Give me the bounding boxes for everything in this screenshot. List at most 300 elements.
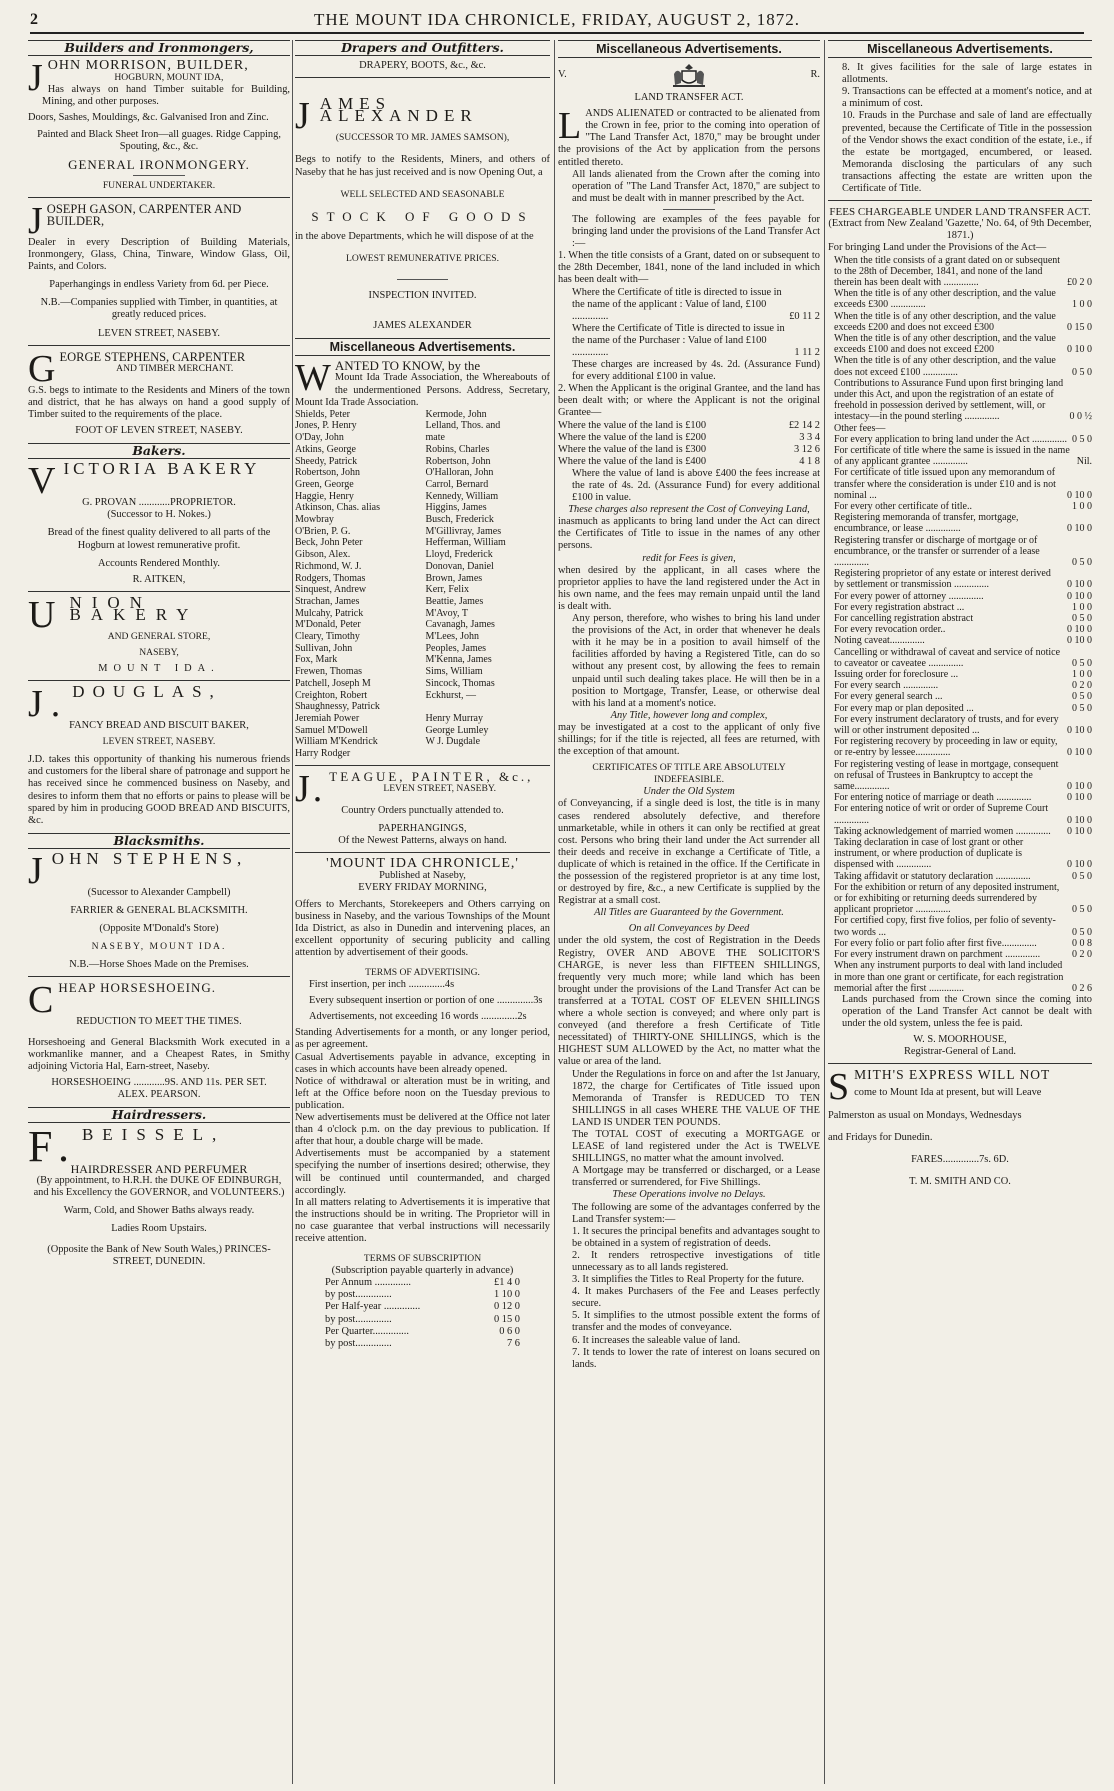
gason-paper: Paperhangings in endless Variety from 6d. per Piece. [49, 279, 269, 291]
smith-fares: FARES..............7s. 6D. [911, 1153, 1009, 1165]
pearson-sig: ALEX. PEARSON. [117, 1088, 201, 1100]
fee-row [828, 467, 1092, 501]
fee-value: 0 10 0 [1067, 825, 1092, 837]
alexander-lowest: LOWEST REMUNERATIVE PRICES. [345, 252, 500, 264]
all-lands: All lands alienated from the Crown after the coming into operation of "The Land Transfer Act, 1870," are subject to and must be dealt with in manner prescribed by the Act. [572, 168, 820, 204]
advantage-item: 9. Transactions can be effected at a moment's notice, and at a minimum of cost. [842, 86, 1092, 110]
may-be: may be investigated at a cost to the applicant of only five shillings; for if the title is rejected, all fees are returned, with the exception of that amount. [558, 721, 820, 758]
fee-row [828, 288, 1092, 310]
fee-label: Noting caveat.............. [834, 635, 925, 647]
general-ironmongery: GENERAL IRONMONGERY. [68, 156, 250, 172]
name-entry: Beck, John Peter [295, 537, 363, 549]
name-entry: Kerr, Felix [425, 584, 469, 596]
douglas-address: LEVEN STREET, NASEBY. [102, 736, 216, 748]
fee-label: For every map or plan deposited ... [834, 702, 974, 714]
name-entry: Gibson, Alex. [295, 549, 351, 561]
coat-of-arms-icon [671, 62, 707, 88]
advantages: The following are some of the advantages conferred by the Land Transfer system:— [572, 1201, 820, 1225]
name-entry: Lelland, Thos. and [425, 420, 501, 432]
column-3: Miscellaneous Advertisements. V. R. LAND TRANSFER ACT. LANDS ALIENATED or contracted to be alienated from the Crown in fee, prior to the coming into operation of "The Land Transfer Act, 1870," may be brought under the provisions of the Act by application from the persons entitled thereto. All lands alienated from the Crown after the coming into operation of "The Land Transfer Act, 1870," are subject to and must be dealt with in manner prescribed by the Act. The following are examples of the fees payable for bringing land under the provisions of the Land Transfer Act :— 1. When the title consists of a Grant, dated on or subsequent to the 28th December, 1841, none of the land included in which has been dealt with— Where the Certificate of title is directed to issue in the name of the applicant : Value of land, £100 .............. £0 11 2 Where the Certificate of Title is directed to issue in the name of the Purchaser : Value of land £100 .............. 1 11 2 These charges are increased by 4s. 2d. (Assurance Fund) for every additional £100 in value. 2. When the Applicant is the original Grantee, and the land has been dealt with; or where the Applicant is not the original Grantee— Where the value of the land is £100 £2 14 2 Where the value of the land is £200 3 3 4 Where the value of the land is £300 3 12 6 Where the value of the land is £400 4 1 8 Where the value of land is above £400 the fees increase at the rate of 4s. 2d. (Assurance Fund) for every additional £100 in value. These charges also represent the Cost of Conveying Land, inasmuch as applicants to bring land under the Act can direct the Certificates of Title to issue in the names of any other persons. redit for Fees is given, when desired by the applicant, in all cases where the proprietor applies to have the land registered under the Act in his own name, and the fees may remain unpaid until the land is dealt with. Any person, therefore, who wishes to bring his land under the provisions of the Act, in order that whenever he deals with it he may be in a position to avail himself of the facilities afforded by having a Registered Title, can do so without any present cost, by allowing the fees to remain unpaid until such dealing takes place. He will then be in a position to Mortgage, Transfer, Lease, or otherwise deal with his land at a moment's notice. Any Title, however long and complex, may be investigated at a cost to the applicant of only five shillings; for if the title is rejected, all fees are returned, with the exception of that amount. CERTIFICATES OF TITLE ARE ABSOLUTELY INDEFEASIBLE. Under the Old System of Conveyancing, if a single deed is lost, the title is in many cases rendered absolutely defective, and therefore unmarketable, while in others it can only be rectified at great cost. Persons who bring their land under the Act surrender all their deeds and receive in exchange a Certificate of Title, a duplicate of which is retained in the office. If the Certificate in the possession of the registered proprietor is at any time lost, or destroyed by fire, &c., a new Certificate is supplied by the Registrar at a small cost. All Titles are Guaranteed by the Government. On all Conveyances by Deed under the old system, the cost of Registration in the Deeds Registry, OVER AND ABOVE THE SOLICITOR'S CHARGE, is never less than FIFTEEN SHILLINGS, frequently very much more; while land which has been brought under the provisions of the Land Transfer Act can be transferred at a TOTAL COST OF ELEVEN SHILLINGS where a whole section is conveyed; and where only part is conveyed (and therefore a fresh Certificate of Title necessitated) of THIRTY-ONE SHILLINGS, which is the HIGHEST SUM ALLOWED by the Act, no matter what the value or area of the land. Under the Regulations in force on and after the 1st January, 1872, the charge for Certificates of Title issued upon Memoranda of Transfer is REDUCED TO TEN SHILLINGS in all cases WHERE THE VALUE OF THE LAND IS UNDER TEN POUNDS. The TOTAL COST of executing a MORTGAGE or LEASE of land registered under the Act is TWELVE SHILLINGS, no matter what the amount involved. A Mortgage may be transferred or discharged, or a Lease transferred or surrendered, for Five Shillings. These Operations involve no Delays. The following are some of the advantages conferred by the Land Transfer system:— 1. It secures the principal benefits and advantages sought to be obtained in a system of registration of deeds. 2. It renders retrospective investigations of title unnecessary as to all lands registered. 3. It simplifies the Titles to Real Property for the future. 4. It makes Purchasers of the Fee and Leases perfectly secure. 5. It simplifies to the utmost possible extent the forms of transfer and the modes of conveyance. 6. It increases the saleable value of land. 7. It tends to lower the rate of interest on loans secured on lands. [558, 42, 820, 1370]
gason-address: LEVEN STREET, NASEBY. [98, 327, 220, 339]
fee-value: 0 15 0 [1067, 321, 1092, 333]
chronicle-terms: TERMS OF ADVERTISING. [365, 967, 480, 978]
wanted-text: Mount Ida Trade Association, the Whereabouts of the undermentioned Persons. Address, Secretary, Mount Ida Trade Association. [295, 372, 550, 408]
smith-head: MITH'S EXPRESS WILL NOT [854, 1067, 1051, 1083]
ad-alexander: JAMES ALEXANDER (SUCCESSOR TO MR. JAMES SAMSON), Begs to notify to the Residents, Miners, and others of Naseby that he has just received and is now Opening Out, a WELL SELECTED AND SEASONABLE STOCK OF GOODS in the above Departments, which he will dispose of at the LOWEST REMUNERATIVE PRICES. INSPECTION INVITED. JAMES ALEXANDER [295, 94, 550, 332]
subscription-label: Per Annum .............. [325, 1277, 412, 1289]
advantages-list [558, 1226, 820, 1371]
alexander-text2: in the above Departments, which he will dispose of at the [295, 230, 534, 242]
on-all: On all Conveyances by Deed [628, 923, 750, 935]
name-entry: Richmond, W. J. [295, 560, 362, 572]
name-entry: Brown, James [425, 572, 483, 584]
name-entry: M'Donald, Peter [295, 619, 361, 631]
victoria-text: Bread of the finest quality delivered to all parts of the Hogburn at lowest remunerative profit. [47, 527, 271, 551]
name-entry: Busch, Frederick [425, 514, 494, 526]
gason-name: OSEPH GASON, CARPENTER AND BUILDER, [46, 201, 242, 229]
fee-label: For every general search ... [834, 691, 943, 703]
fee-value: 0 5 0 [1072, 870, 1092, 882]
fee-label: For every application to bring land under the Act .............. [834, 433, 1068, 445]
where2-value: 1 11 2 [794, 346, 820, 358]
fee-row [828, 680, 1092, 691]
alexander-text: Begs to notify to the Residents, Miners, and others of Naseby that he has just received and is now Opening Out, a [295, 154, 550, 178]
name-entry: Haggie, Henry [295, 490, 354, 502]
victoria-nokes: (Successor to H. Nokes.) [107, 509, 211, 521]
name-entry: George Lumley [425, 724, 489, 736]
fee-value: 0 10 0 [1067, 747, 1092, 759]
morrison-name: OHN MORRISON, BUILDER, [47, 58, 249, 74]
fee-row [828, 591, 1092, 602]
name-entry: Kennedy, William [425, 490, 499, 502]
subscription-price: £1 4 0 [494, 1277, 520, 1289]
fee-value: 0 5 0 [1072, 556, 1092, 568]
victoria-provan: G. PROVAN ............PROPRIETOR. [82, 497, 236, 509]
fee-value: 0 0 8 [1072, 937, 1092, 949]
fee-row [828, 501, 1092, 512]
name-entry: Jeremiah Power [295, 712, 360, 724]
fee-row [828, 333, 1092, 355]
name-entry: Atkinson, Chas. alias [295, 502, 380, 514]
column-divider [824, 40, 825, 1784]
fee-value: 0 10 0 [1067, 781, 1092, 793]
name-entry: Mulcahy, Patrick [295, 607, 364, 619]
subscription-row [295, 1277, 550, 1289]
ad-pearson: CHEAP HORSESHOEING. REDUCTION TO MEET THE TIMES. Horseshoeing and General Blacksmith Work executed in a workmanlike manner, and a Cheapest Rates, in Smithy adjoining Victoria Hal, Earn-street, Naseby. HORSESHOEING ............9S. AND 11s. PER SET. ALEX. PEARSON. [28, 979, 290, 1100]
conveyancing: of Conveyancing, if a single deed is lost, the title is in many cases rendered absolutely defective, and therefore unmarketable, while in others it can only be rectified at great cost. Persons who bring their land under the Act surrender all their deeds and receive in exchange a Certificate of Title, a duplicate of which is retained in the office. If the Certificate in the possession of the registered proprietor is at any time lost, or destroyed by fire, &c., a new Certificate is supplied by the Registrar at a small cost. [558, 798, 820, 907]
fee-row [828, 602, 1092, 613]
drapery-line: DRAPERY, BOOTS, &c., &c. [359, 60, 486, 72]
section-bakers: Bakers. [28, 443, 290, 459]
jstephens-farrier: FARRIER & GENERAL BLACKSMITH. [70, 905, 248, 917]
fee-label: For every registration abstract ... [834, 601, 965, 613]
alexander-well: WELL SELECTED AND SEASONABLE [340, 188, 505, 200]
examples: The following are examples of the fees payable for bringing land under the provisions of the Land Transfer Act :— [572, 213, 820, 250]
name-entry: Robertson, John [295, 467, 360, 479]
fee-label: For certified copy, first five folios, per folio of seventy-two words ... [834, 915, 1056, 938]
fee-row [828, 736, 1092, 758]
value-row [558, 432, 820, 444]
fee-value: 1 0 0 [1072, 299, 1092, 311]
fee-value: 0 10 0 [1067, 489, 1092, 501]
section-blacksmiths: Blacksmiths. [28, 833, 290, 849]
under-old-2: under the old system, the cost of Registration in the Deeds Registry, OVER AND ABOVE THE SOLICITOR'S CHARGE, is never less than FIFTEEN SHILLINGS, frequently very much more; while land which has been brought under the provisions of the Land Transfer Act can be transferred at a TOTAL COST OF ELEVEN SHILLINGS where a whole section is conveyed; and where only part is conveyed (and therefore a fresh Certificate of Title necessitated) of THIRTY-ONE SHILLINGS, which is the HIGHEST SUM ALLOWED by the Act, no matter what the value or area of the land. [558, 935, 820, 1068]
fees-head: FEES CHARGEABLE UNDER LAND TRANSFER ACT. [829, 206, 1091, 219]
fee-row [828, 355, 1092, 377]
victoria-accounts: Accounts Rendered Monthly. [98, 557, 220, 569]
fee-value: 1 0 0 [1072, 669, 1092, 681]
fee-value: 0 5 0 [1072, 691, 1092, 703]
increased: These charges are increased by 4s. 2d. (Assurance Fund) for every additional £100 in value. [572, 359, 820, 383]
section-misc: Miscellaneous Advertisements. [558, 40, 820, 58]
inasmuch: inasmuch as applicants to bring land under the Act can direct the Certificates of Title to issue in the names of any other persons. [558, 516, 820, 552]
alexander-stock: STOCK OF GOODS [311, 208, 534, 224]
fee-label: For certificate of title where the same is issued in the name of any applicant grantee .............. [834, 444, 1070, 468]
chronicle-title: 'MOUNT IDA CHRONICLE,' [326, 856, 519, 872]
fee-value: 0 10 0 [1067, 814, 1092, 826]
fee-label: Registering memoranda of transfer, mortgage, encumbrance, or lease .............. [834, 512, 1019, 535]
fee-row [828, 635, 1092, 646]
ad-jstephens: JOHN STEPHENS, (Sucessor to Alexander Campbell) FARRIER & GENERAL BLACKSMITH. (Opposite M'Donald's Store) NASEBY, MOUNT IDA. N.B.—Horse Shoes Made on the Premises. [28, 853, 290, 971]
value-label: Where the value of the land is £200 [558, 431, 707, 443]
fee-value: 1 0 0 [1072, 601, 1092, 613]
lta-title: LAND TRANSFER ACT. [634, 92, 744, 104]
union-mount: MOUNT IDA. [98, 663, 220, 674]
wanted-names [295, 409, 550, 760]
chronicle-new: New advertisements must be delivered at the Office not later than 4 o'clock p.m. on the day previous to publication. If after that hour, a double charge will be made. [295, 1112, 550, 1148]
fee-row [828, 255, 1092, 289]
name-entry: M'Avoy, T [425, 607, 468, 619]
smith-text1: come to Mount Ida at present, but will Leave [854, 1087, 1042, 1099]
ad-morrison: JOHN MORRISON, BUILDER, HOGBURN, MOUNT IDA, Has always on hand Timber suitable for Building, Mining, and other purposes. Doors, Sashes, Mouldings, &c. Galvanised Iron and Zinc. Painted and Black Sheet Iron—all guages. Ridge Capping, Spouting, &c., &c. GENERAL IRONMONGERY. FUNERAL UNDERTAKER. [28, 57, 290, 191]
fees-extract: (Extract from New Zealand 'Gazette,' No. 64, of 9th December, 1871.) [828, 218, 1092, 242]
fee-row [828, 691, 1092, 702]
name-entry [426, 748, 551, 760]
cheap-reduction: REDUCTION TO MEET THE TIMES. [76, 1016, 242, 1028]
stephens-text: G.S. begs to intimate to the Residents and Miners of the town and district, that he has always on hand a good supply of Timber suited to the requirements of the place. [28, 384, 290, 420]
fee-value: £0 2 0 [1067, 276, 1092, 288]
fee-label: When the title is of any other description, and the value exceeds £100 and does not exceed £200 [834, 332, 1056, 356]
ad-stephens: GEORGE STEPHENS, CARPENTER AND TIMBER MERCHANT. G.S. begs to intimate to the Residents and Miners of the town and district, that he has always on hand a good supply of Timber suited to the requirements of the place. FOOT OF LEVEN STREET, NASEBY. [28, 347, 290, 437]
column-divider [292, 40, 293, 1784]
fee-value: 0 10 0 [1067, 635, 1092, 647]
fee-row [828, 434, 1092, 445]
chronicle-first: First insertion, per inch ..............4s [309, 979, 455, 991]
fee-label: Cancelling or withdrawal of caveat and service of notice to caveator or caveatee .............. [834, 646, 1061, 669]
chronicle-accompanied: Advertisements must be accompanied by a statement specifying the number of insertions desired; otherwise, they will be continued until countermanded, and charged accordingly. [295, 1148, 550, 1196]
name-entry: Higgins, James [425, 502, 487, 514]
fee-label: For certificate of title issued upon any memorandum of transfer where the consideration is under £10 and is not nominal ... [834, 467, 1056, 501]
value-fee: 3 3 4 [799, 431, 820, 443]
fee-row [828, 792, 1092, 803]
jstephens-horseshoes: N.B.—Horse Shoes Made on the Premises. [69, 959, 249, 971]
gason-nb: N.B.—Companies supplied with Timber, in quantities, at greatly reduced prices. [40, 297, 278, 321]
morrison-doors: Doors, Sashes, Mouldings, &c. Galvanised Iron and Zinc. [28, 112, 269, 124]
column-4 [828, 40, 1092, 1784]
fee-row [828, 703, 1092, 714]
beissel-address: (Opposite the Bank of New South Wales,) PRINCES-STREET, DUNEDIN. [47, 1243, 271, 1267]
chronicle-standing: Standing Advertisements for a month, or any longer period, as per agreement. [295, 1027, 550, 1051]
name-entry [426, 701, 551, 713]
value-label: Where the value of the land is £100 [558, 419, 707, 431]
fee-label: Issuing order for foreclosure ... [834, 669, 959, 681]
fee-value: 0 0 ½ [1069, 411, 1092, 423]
name-entry: M'Gillivray, James [425, 525, 502, 537]
total-cost: The TOTAL COST of executing a MORTGAGE or LEASE of land registered under the Act is TWELVE SHILLINGS, no matter what the amount involved. [572, 1128, 820, 1165]
fee-label: For registering recovery by proceeding in law or equity, or re-entry by lessee.............. [834, 736, 1058, 759]
crest-v: V. [558, 69, 567, 81]
chronicle-casual: Casual Advertisements payable in advance, excepting in cases in which accounts have been already opened. [295, 1051, 550, 1075]
represent: These charges also represent the Cost of Conveying Land, [568, 504, 810, 516]
subscription-label: Per Half-year .............. [325, 1301, 421, 1313]
name-entry: O'Halloran, John [425, 467, 494, 479]
section-hairdressers: Hairdressers. [28, 1107, 290, 1123]
teague-name: TEAGUE, PAINTER, &c., [329, 768, 534, 784]
morrison-address: HOGBURN, MOUNT IDA, [114, 72, 224, 84]
fee-label: When the title is of any other description, and the value exceeds £300 .............. [834, 288, 1056, 311]
name-entry: Creighton, Robert [295, 689, 368, 701]
smith-text2: Palmerston as usual on Mondays, Wednesdays [828, 1109, 1022, 1121]
name-entry: Patchell, Joseph M [295, 677, 371, 689]
masthead [30, 8, 1084, 34]
when1: 1. When the title consists of a Grant, dated on or subsequent to the 28th December, 1841, none of the land included in which has been dealt with— [558, 250, 820, 286]
ad-wanted: WANTED TO KNOW, by the Mount Ida Trade Association, the Whereabouts of the undermentioned Persons. Address, Secretary, Mount Ida Trade Association. Shields, Peter Kermode, John Jones, P. Henry Lelland, Thos. and O'Day, John mate Atkins, George Robins, Charles Sheedy, Patrick Robertson, John Robertson, John O'Halloran, John Green, George Carrol, Bernard Haggie, Henry Kennedy, William Atkinson, Chas. alias Higgins, James Mowbray Busch, Frederick O'Brien, P. G. M'Gillivray, James Beck, John Peter Hefferman, William Gibson, Alex. Lloyd, Frederick Richmond, W. J. Donovan, Daniel Rodgers, Thomas Brown, James Sinquest, Andrew Kerr, Felix Strachan, James Beattie, James Mulcahy, Patrick M'Avoy, T M'Donald, Peter Cavanagh, James Cleary, Timothy M'Lees, John Sullivan, John Peoples, James Fox, Mark M'Kenna, James Frewen, Thomas Sims, William Patchell, Joseph M Sincock, Thomas Creighton, Robert Eckhurst, — Shaughnessy, Patrick Jeremiah Power Henry Murray Samuel M'Dowell George Lumley William M'Kendrick W J. Dugdale Harry Rodger [295, 357, 550, 760]
fee-row [828, 512, 1092, 534]
fee-label: For every revocation order.. [834, 624, 946, 636]
under-old: Under the Old System [643, 786, 735, 798]
teague-country: Country Orders punctually attended to. [341, 804, 504, 816]
when-desired: when desired by the applicant, in all cases where the proprietor applies to have the land registered under the Act in his own name, and the fees may remain unpaid until the land is dealt with. [558, 564, 820, 612]
name-entry: mate [425, 432, 445, 444]
page-number: 2 [30, 11, 38, 28]
name-entry: O'Day, John [295, 432, 344, 444]
victoria-name: ICTORIA BAKERY [63, 459, 261, 479]
jstephens-naseby: NASEBY, MOUNT IDA. [91, 941, 227, 953]
fee-label: When the title is of any other description, and the value exceeds £200 and does not exceed £300 [834, 310, 1056, 333]
subscription-label: by post.............. [325, 1313, 392, 1325]
section-drapers: Drapers and Outfitters. [295, 40, 550, 56]
fee-label: For every instrument declaratory of trusts, and for every will or other instrument deposited ... [834, 713, 1059, 737]
chronicle-advnot: Advertisements, not exceeding 16 words ..............2s [309, 1011, 527, 1023]
subscription-price: 7 6 [507, 1337, 520, 1349]
fee-row [828, 714, 1092, 736]
fee-value: 0 5 0 [1072, 366, 1092, 378]
fee-row [828, 311, 1092, 333]
fee-row [828, 423, 1092, 434]
morrison-paint: Painted and Black Sheet Iron—all guages. Ridge Capping, Spouting, &c., &c. [37, 128, 281, 152]
fee-label: For every other certificate of title.. [834, 500, 972, 512]
fee-value: 0 2 6 [1072, 982, 1092, 994]
fee-row [828, 647, 1092, 669]
subscription-price: 0 12 0 [494, 1301, 520, 1313]
chronicle-published: Published at Naseby, [379, 870, 466, 882]
name-entry: Kermode, John [425, 408, 487, 420]
fee-row [828, 568, 1092, 590]
crest-r: R. [810, 69, 820, 81]
newspaper-title: THE MOUNT IDA CHRONICLE, FRIDAY, AUGUST 2, 1872. [313, 10, 801, 29]
stephens-name: EORGE STEPHENS, CARPENTER [59, 349, 246, 364]
fee-label: When the title consists of a grant dated on or subsequent to the 28th of December, 1841, and none of the land therein has been dealt with .............. [834, 254, 1061, 288]
morrison-text: Has always on hand Timber suitable for Building, Mining, and other purposes. [42, 84, 290, 108]
fee-value: 0 5 0 [1072, 657, 1092, 669]
fee-label: For entering notice of marriage or death .............. [834, 792, 1032, 804]
fee-row [828, 837, 1092, 871]
where1-value: £0 11 2 [789, 310, 820, 322]
guaranteed: All Titles are Guaranteed by the Government. [594, 907, 784, 919]
fee-value: Nil. [1076, 456, 1092, 468]
beissel-appt: (By appointment, to H.R.H. the DUKE OF EDINBURGH, and his Excellency the GOVERNOR, and VOLUNTEERS.) [33, 1175, 285, 1199]
name-entry: Sims, William [425, 666, 483, 678]
fee-value: 0 5 0 [1072, 433, 1092, 445]
royal-crest [558, 62, 820, 88]
value-row [558, 420, 820, 432]
chronicle-offers: Offers to Merchants, Storekeepers and Others carrying on business in Naseby, and the various Townships of the Mount Ida District, as also in Dunedin and intervening places, an excellent opportunity of securing publicity and calling attention by advertisement of their goods. [295, 898, 550, 958]
fee-label: Registering transfer or discharge of mortgage or of encumbrance, or the transfer or surrender of a lease .............. [834, 534, 1040, 568]
name-entry: Sinquest, Andrew [295, 584, 367, 596]
value-row [558, 456, 820, 468]
subscription-row [295, 1314, 550, 1326]
fee-label: When the title is of any other description, and the value does not exceed £100 .............. [834, 355, 1056, 378]
subscription-table [295, 1277, 550, 1350]
alexander-name: AMES ALEXANDER [319, 94, 478, 126]
ad-teague: J. TEAGUE, PAINTER, &c., LEVEN STREET, NASEBY. Country Orders punctually attended to. PAPERHANGINGS, Of the Newest Patterns, always on hand. [295, 771, 550, 847]
pearson-price: HORSESHOEING ............9S. AND 11s. PER SET. [51, 1076, 267, 1088]
fee-row [828, 826, 1092, 837]
where2: Where the Certificate of Title is directed to issue in the name of the Purchaser : Value of land £100 .............. [572, 322, 785, 358]
any-person: Any person, therefore, who wishes to bring his land under the provisions of the Act, in order that whenever he deals with it he may be in a position to avail himself of the facilities afforded by having a Registered Title, can do so without any present cost, by allowing the fees to remain unpaid until such dealing takes place. He will then be in a position to Mortgage, Transfer, Lease, or otherwise deal with his land at a moment's notice. [572, 613, 820, 709]
fee-label: Registering proprietor of any estate or interest derived by settlement or transmission .............. [834, 568, 1051, 591]
fee-label: For the exhibition or return of any deposited instrument, or for exhibiting or returning deeds surrendered by applicant proprietor .............. [834, 881, 1060, 916]
teague-address: LEVEN STREET, NASEBY. [383, 782, 496, 794]
subscription-label: by post.............. [325, 1289, 392, 1301]
fee-label: For cancelling registration abstract [834, 613, 974, 624]
fee-label: For registering vesting of lease in mortgage, consequent on refusal of Trustees in Bankruptcy to accept the same.............. [834, 758, 1059, 793]
name-entry: M'Kenna, James [425, 654, 492, 666]
advantage-item: 6. It increases the saleable value of land. [572, 1334, 741, 1346]
ad-victoria: VICTORIA BAKERY G. PROVAN ............PROPRIETOR. (Successor to H. Nokes.) Bread of the finest quality delivered to all parts of the Hogburn at lowest remunerative profit. Accounts Rendered Monthly. R. AITKEN, [28, 463, 290, 586]
name-entry: Cavanagh, James [425, 619, 495, 631]
ad-beissel: F. BEISSEL, HAIRDRESSER AND PERFUMER (By appointment, to H.R.H. the DUKE OF EDINBURGH, and his Excellency the GOVERNOR, and VOLUNTEERS.) Warm, Cold, and Shower Baths always ready. Ladies Room Upstairs. (Opposite the Bank of New South Wales,) PRINCES-STREET, DUNEDIN. [28, 1129, 290, 1268]
value-fee: £2 14 2 [788, 419, 820, 431]
mortgage: A Mortgage may be transferred or discharged, or a Lease transferred or surrendered, for Five Shillings. [572, 1165, 820, 1189]
subscription-price: 1 10 0 [494, 1289, 520, 1301]
fee-value: 0 5 0 [1072, 926, 1092, 938]
fee-value: 0 5 0 [1072, 904, 1092, 916]
chronicle-sub-payable: (Subscription payable quarterly in advance) [331, 1265, 514, 1277]
cheap-head: HEAP HORSESHOEING. [58, 980, 216, 996]
value-fee: 4 1 8 [799, 455, 820, 467]
name-entry: Donovan, Daniel [425, 560, 494, 572]
name-entry: Beattie, James [425, 595, 484, 607]
subscription-label: by post.............. [325, 1337, 392, 1349]
name-entry: Samuel M'Dowell [295, 724, 368, 736]
beissel-ladies: Ladies Room Upstairs. [111, 1223, 207, 1235]
subscription-row [295, 1338, 550, 1350]
fee-row [828, 535, 1092, 569]
fee-label: When any instrument purports to deal with land included in more than one grant or certificate, for each registration memorial after the first .............. [834, 960, 1064, 994]
fee-row [828, 882, 1092, 916]
advantage-item: 5. It simplifies to the utmost possible extent the forms of transfer and the modes of conveyance. [572, 1310, 820, 1334]
fee-label: Contributions to Assurance Fund upon first bringing land under this Act, and upon the registration of an estate of freehold in possession derived by settlement, will, or intestacy—in the pound sterling .............. [834, 377, 1064, 423]
fee-row [828, 960, 1092, 994]
name-entry: Carrol, Bernard [425, 478, 489, 490]
chronicle-every: Every subsequent insertion or portion of one ..............3s [309, 995, 543, 1007]
chronicle-terms-sub: TERMS OF SUBSCRIPTION [363, 1253, 482, 1265]
fee-label: For every instrument drawn on parchment .............. [834, 949, 1041, 961]
column-1 [28, 40, 290, 1784]
credit: redit for Fees is given, [642, 552, 736, 564]
section-misc: Miscellaneous Advertisements. [828, 40, 1092, 58]
fee-row [828, 938, 1092, 949]
name-entry: Green, George [295, 478, 354, 490]
value-label: Where the value of the land is £300 [558, 443, 707, 455]
fee-value: 0 10 0 [1067, 590, 1092, 602]
smith-sig: T. M. SMITH AND CO. [909, 1175, 1011, 1187]
fee-row [828, 445, 1092, 467]
fee-value: 0 10 0 [1067, 579, 1092, 591]
name-entry: Mowbray [295, 514, 334, 526]
fee-value: 0 10 0 [1067, 792, 1092, 804]
alexander-sub: (SUCCESSOR TO MR. JAMES SAMSON), [335, 132, 510, 144]
funeral-undertaker: FUNERAL UNDERTAKER. [102, 179, 216, 191]
chronicle-friday: EVERY FRIDAY MORNING, [358, 882, 487, 894]
wanted-head: ANTED TO KNOW, by the [334, 358, 481, 374]
fee-row [828, 915, 1092, 937]
stephens-sub: AND TIMBER MERCHANT. [116, 362, 234, 374]
column-divider [554, 40, 555, 1784]
advantage-item: 4. It makes Purchasers of the Fee and Leases perfectly secure. [572, 1286, 820, 1310]
moorhouse: W. S. MOORHOUSE, [913, 1034, 1007, 1046]
chronicle-notice: Notice of withdrawal or alteration must be in writing, and left at the Office before noon on the Tuesday previous to publication. [295, 1075, 550, 1111]
advantage-item: 7. It tends to lower the rate of interest on loans secured on lands. [572, 1346, 820, 1370]
fee-value: 0 10 0 [1067, 344, 1092, 356]
name-entry: Shields, Peter [295, 408, 350, 420]
fee-value: 0 5 0 [1072, 613, 1092, 624]
advantages-continued [828, 62, 1092, 195]
fee-row [828, 871, 1092, 882]
fee-value: 0 10 0 [1067, 624, 1092, 636]
subscription-label: Per Quarter.............. [325, 1325, 409, 1337]
beissel-baths: Warm, Cold, and Shower Baths always ready. [63, 1205, 255, 1217]
name-entry: Strachan, James [295, 595, 360, 607]
name-entry: Jones, P. Henry [295, 420, 357, 432]
name-entry: Henry Murray [425, 712, 483, 724]
jstephens-opposite: (Opposite M'Donald's Store) [99, 923, 219, 935]
name-entry: Sheedy, Patrick [295, 455, 358, 467]
fee-label: Other fees— [834, 422, 886, 434]
fee-row [828, 669, 1092, 680]
when2: 2. When the Applicant is the original Grantee, and the land has been dealt with; or where the Applicant is not the original Grantee— [558, 383, 820, 419]
fee-value: 0 10 0 [1067, 725, 1092, 737]
gason-text: Dealer in every Description of Building Materials, Ironmongery, Glass, China, Tinware, Window Glass, Oil, Paints, and Colors. [28, 236, 290, 273]
name-entry: O'Brien, P. G. [295, 525, 351, 537]
no-delays: These Operations involve no Delays. [612, 1189, 766, 1201]
douglas-text: J.D. takes this opportunity of thanking his numerous friends and customers for the liberal share of patronage and support he has received since he commenced business on Naseby, and desires to inform them that no efforts or pains to please will be spared by him in producing GOOD BREAD AND BISCUITS, &c. [28, 754, 290, 826]
name-entry: William M'Kendrick [295, 736, 378, 748]
union-naseby: NASEBY, [139, 646, 179, 658]
douglas-name: DOUGLAS, [72, 682, 222, 702]
smith-text3: and Fridays for Dunedin. [828, 1131, 933, 1143]
value-fee: 3 12 6 [794, 443, 820, 455]
where1: Where the Certificate of title is directed to issue in the name of the applicant : Value of land, £100 .............. [572, 286, 782, 322]
lands-purchased: Lands purchased from the Crown since the coming into operation of the Land Transfer Act cannot be dealt with under the old system, unless the fee is paid. [842, 993, 1092, 1030]
subscription-row [295, 1326, 550, 1338]
ad-chronicle [295, 858, 550, 1350]
advantage-item: 1. It secures the principal benefits and advantages sought to be obtained in a system of registration of deeds. [572, 1225, 820, 1249]
exceeds: Where the value of land is above £400 the fees increase at the rate of 4s. 2d. (Assurance Fund) for every additional £100 in value. [572, 467, 820, 504]
ad-smith: SMITH'S EXPRESS WILL NOT come to Mount Ida at present, but will Leave Palmerston as usual on Mondays, Wednesdays and Fridays for Dunedin. FARES..............7s. 6D. T. M. SMITH AND CO. [828, 1069, 1092, 1188]
douglas-sub: FANCY BREAD AND BISCUIT BAKER, [69, 720, 249, 732]
